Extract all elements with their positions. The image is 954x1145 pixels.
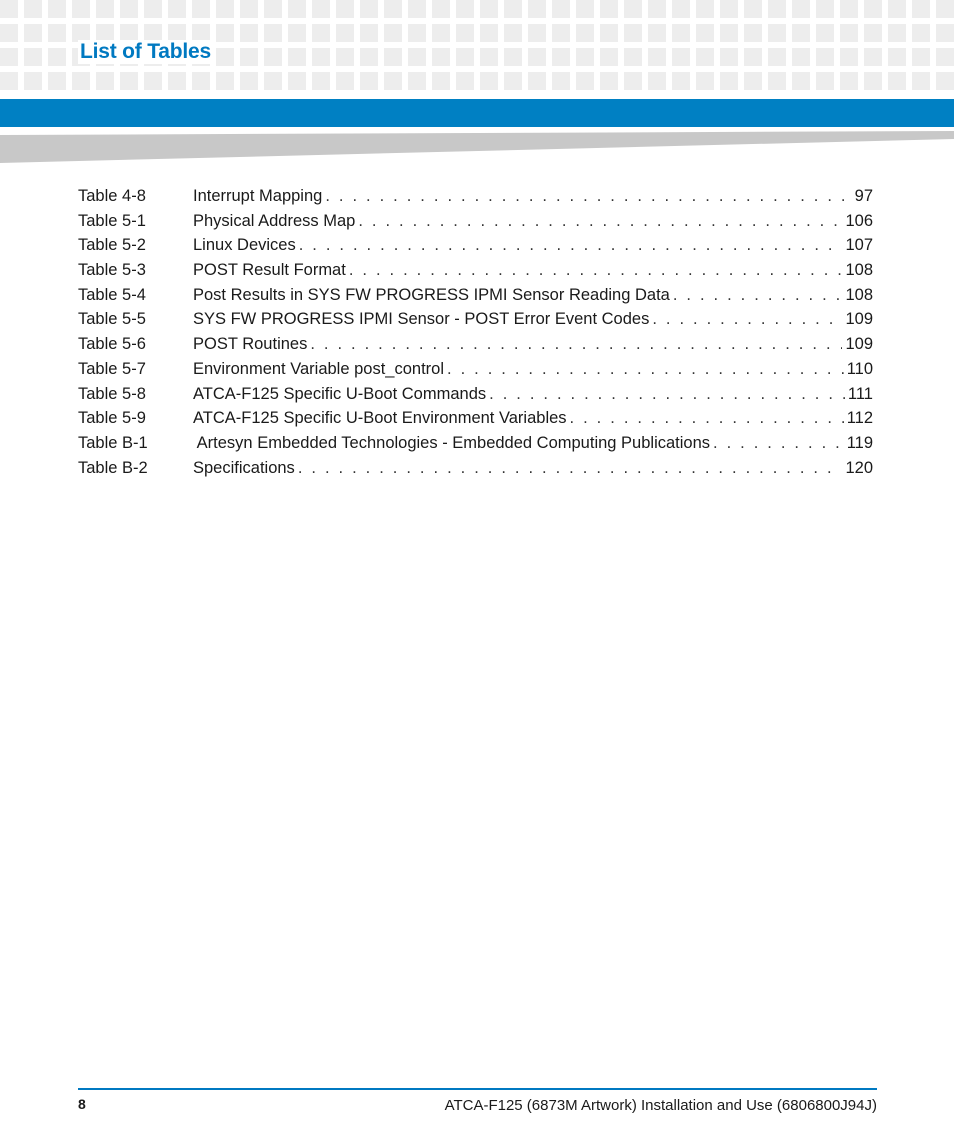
page-reference: 106 — [845, 211, 873, 230]
table-title: POST Result Format — [193, 261, 346, 280]
table-title: Physical Address Map — [193, 211, 356, 230]
table-title: Artesyn Embedded Technologies - Embedded Computing Publications — [193, 433, 711, 452]
page-reference: 120 — [845, 458, 873, 477]
dot-leader — [325, 184, 851, 209]
table-number: Table B-1 — [78, 433, 148, 452]
header-blue-bar — [0, 99, 954, 127]
toc-entry[interactable] — [78, 307, 873, 332]
table-number: Table 5-6 — [78, 335, 146, 354]
page-title: List of Tables — [80, 40, 211, 63]
dot-leader — [489, 382, 845, 407]
dot-leader — [310, 332, 842, 357]
table-title: Environment Variable post_control — [193, 359, 444, 378]
dot-leader — [298, 456, 843, 481]
page-reference: 119 — [846, 433, 873, 452]
table-title: ATCA-F125 Specific U-Boot Commands — [193, 384, 487, 403]
page-reference: 107 — [845, 236, 873, 255]
dot-leader — [652, 307, 842, 332]
page-reference: 109 — [845, 310, 873, 329]
table-number: Table 5-8 — [78, 384, 146, 403]
table-title: Linux Devices — [193, 236, 296, 255]
table-number: Table 5-3 — [78, 261, 146, 280]
table-title: Specifications — [193, 458, 295, 477]
toc-entry[interactable] — [78, 209, 873, 234]
table-title: Interrupt Mapping — [193, 187, 323, 205]
page-reference: 111 — [847, 384, 873, 403]
table-number: Table 5-2 — [78, 236, 146, 255]
page-reference: 112 — [846, 409, 873, 428]
toc-entry[interactable] — [78, 283, 873, 308]
toc-entry[interactable] — [78, 357, 873, 382]
dot-leader — [349, 258, 843, 283]
toc-entry[interactable] — [78, 233, 873, 258]
table-title: ATCA-F125 Specific U-Boot Environment Variables — [193, 409, 567, 428]
table-number: Table 5-1 — [78, 211, 146, 230]
page-reference: 109 — [845, 335, 873, 354]
toc-entry[interactable] — [78, 456, 873, 481]
dot-leader — [299, 233, 843, 258]
dot-leader — [447, 357, 844, 382]
table-number: Table 4-8 — [78, 187, 146, 205]
dot-leader — [358, 209, 842, 234]
table-number: Table 5-4 — [78, 285, 146, 304]
page-reference: 108 — [845, 261, 873, 280]
document-title: ATCA-F125 (6873M Artwork) Installation and Use (6806800J94J) — [444, 1097, 877, 1114]
table-number: Table B-2 — [78, 458, 148, 477]
table-title: Post Results in SYS FW PROGRESS IPMI Sensor Reading Data — [193, 285, 670, 304]
list-of-tables — [78, 184, 873, 480]
page-number: 8 — [78, 1096, 86, 1112]
dot-leader — [673, 283, 843, 308]
page-reference: 110 — [846, 359, 873, 378]
footer-divider — [78, 1088, 877, 1090]
dot-leader — [713, 431, 844, 456]
toc-entry[interactable] — [78, 431, 873, 456]
page-reference: 97 — [854, 187, 873, 205]
table-number: Table 5-5 — [78, 310, 146, 329]
toc-entry[interactable] — [78, 258, 873, 283]
toc-entry[interactable] — [78, 332, 873, 357]
table-number: Table 5-9 — [78, 409, 146, 428]
toc-entry[interactable] — [78, 184, 873, 209]
table-title: SYS FW PROGRESS IPMI Sensor - POST Error Event Codes — [193, 310, 650, 329]
table-number: Table 5-7 — [78, 359, 146, 378]
dot-leader — [570, 406, 844, 431]
header-gray-wedge — [0, 127, 954, 163]
table-title: POST Routines — [193, 335, 308, 354]
page-reference: 108 — [845, 285, 873, 304]
toc-entry[interactable] — [78, 406, 873, 431]
toc-entry[interactable] — [78, 382, 873, 407]
